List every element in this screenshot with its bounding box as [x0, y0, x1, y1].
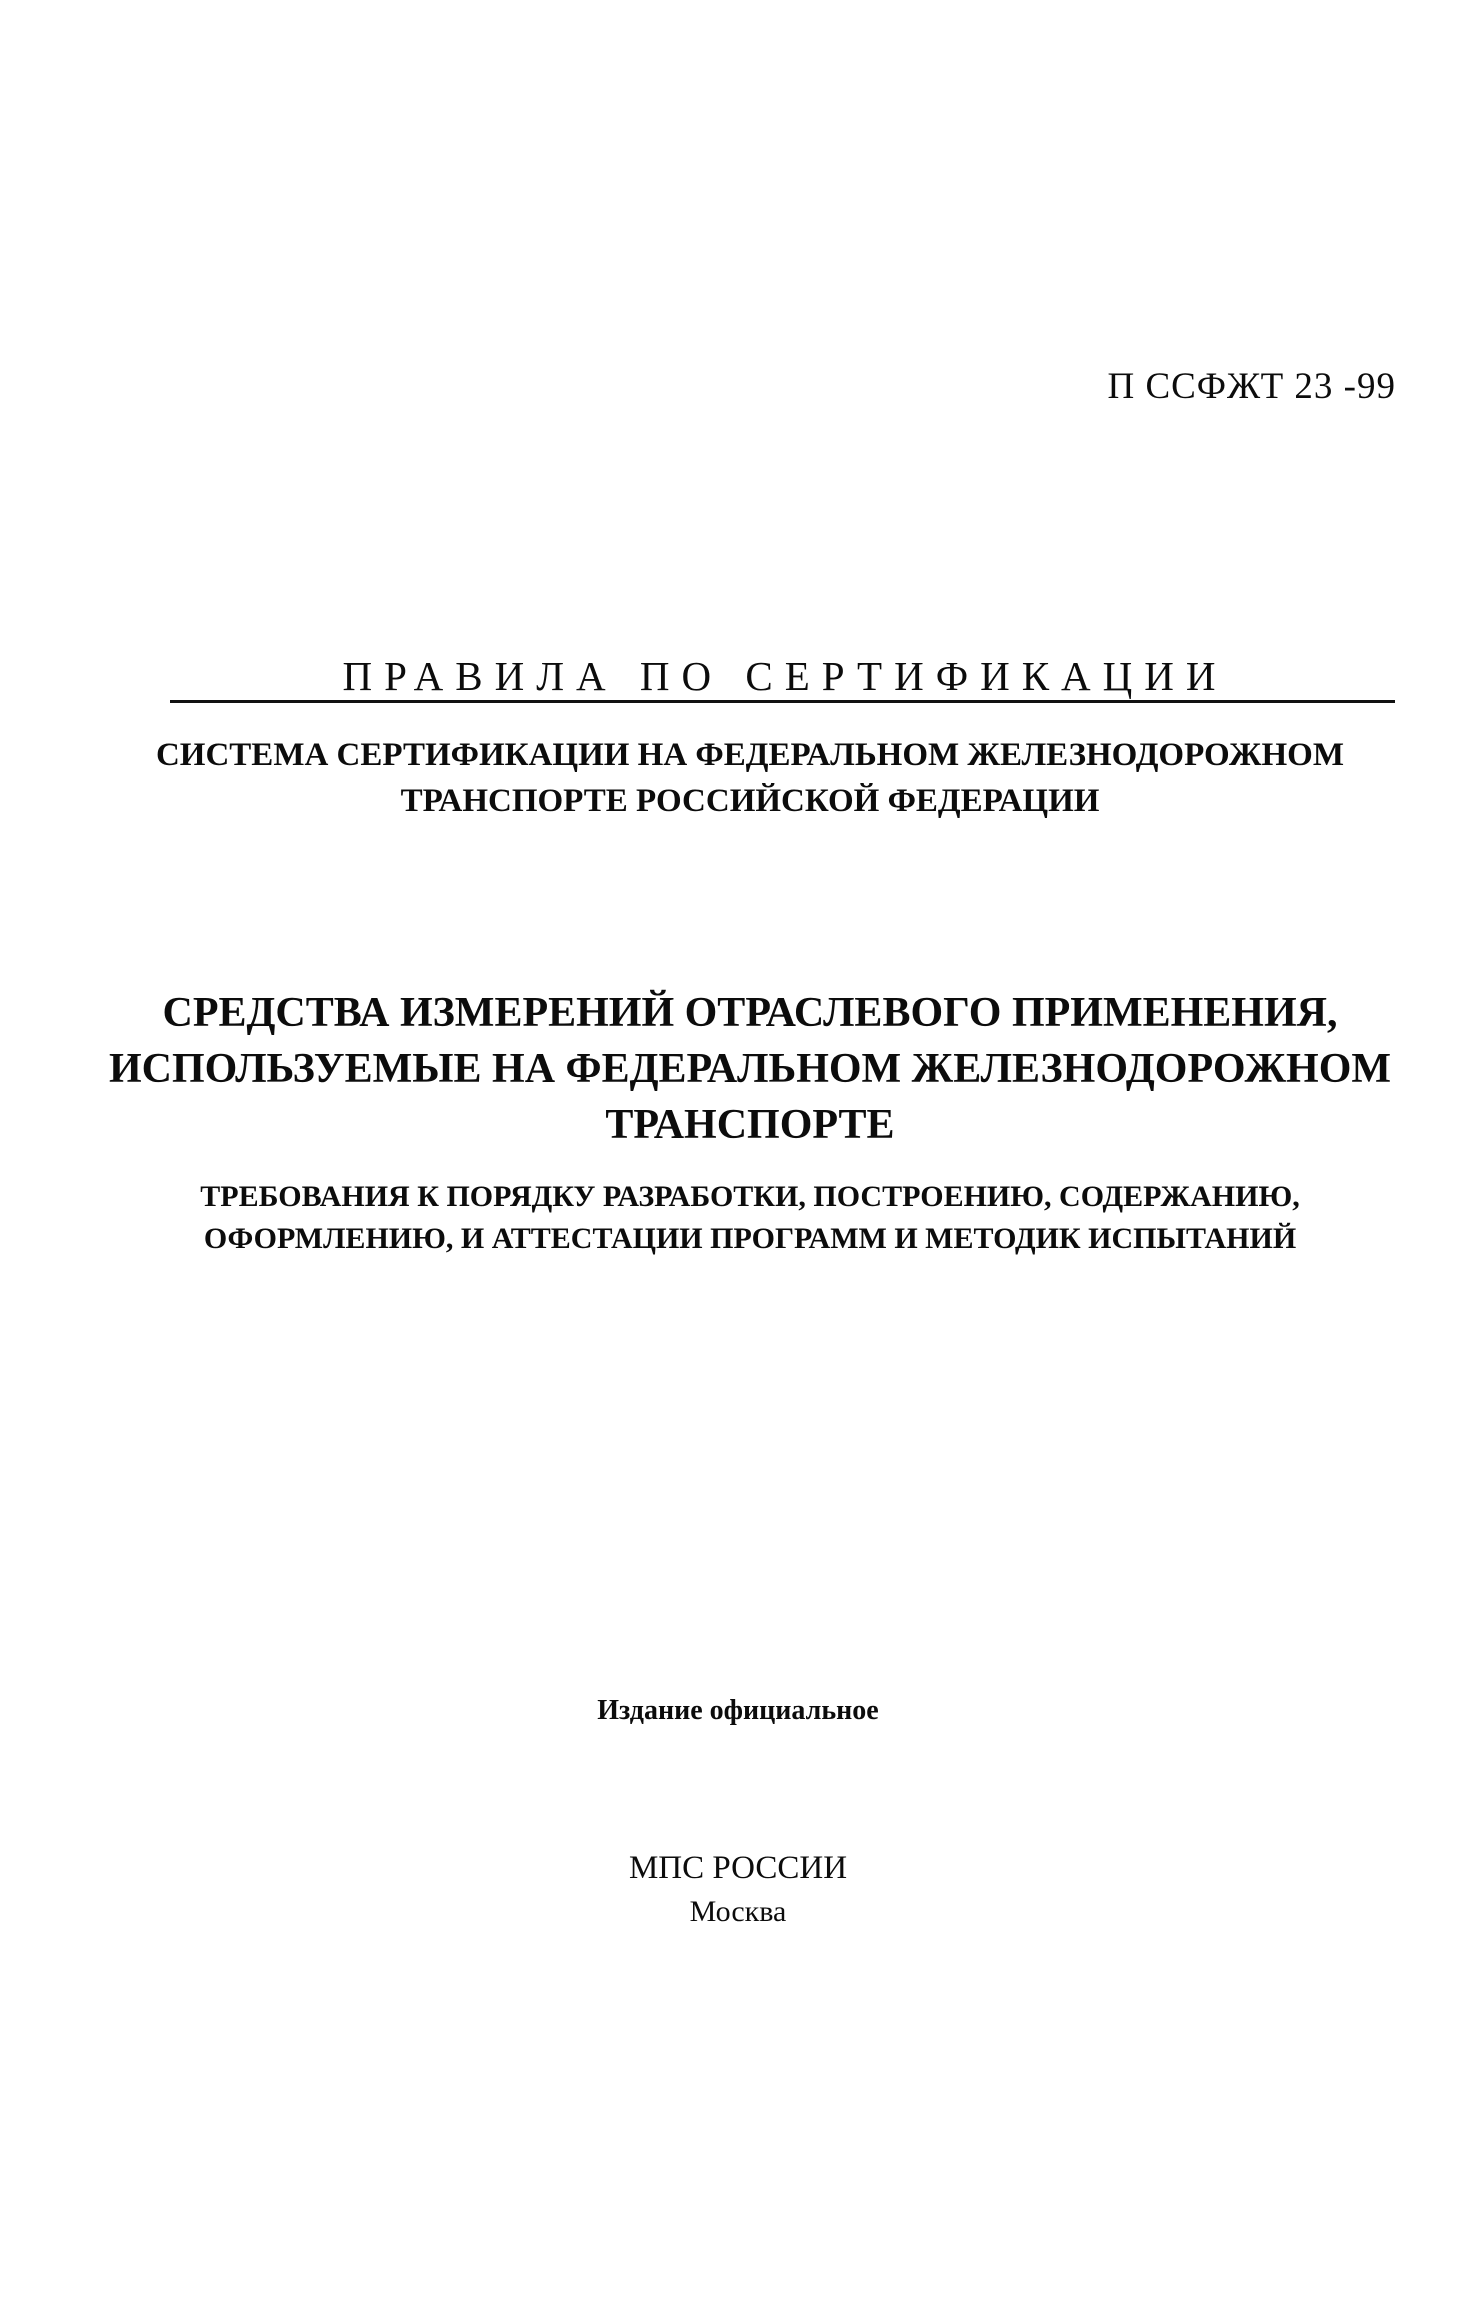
subtitle	[40, 1176, 1460, 1260]
heading-underline	[170, 700, 1395, 703]
main-title-line: ИСПОЛЬЗУЕМЫЕ НА ФЕДЕРАЛЬНОМ ЖЕЛЕЗНОДОРОЖНОМ	[108, 1046, 1392, 1092]
edition-note: Издание официальное	[597, 1695, 879, 1726]
rules-heading: ПРАВИЛА ПО СЕРТИФИКАЦИИ	[342, 653, 1228, 699]
system-title-line: ТРАНСПОРТЕ РОССИЙСКОЙ ФЕДЕРАЦИИ	[400, 783, 1100, 819]
document-code: П ССФЖТ 23 -99	[1107, 366, 1396, 407]
subtitle-line: ОФОРМЛЕНИЮ, И АТТЕСТАЦИИ ПРОГРАММ И МЕТОДИК ИСПЫТАНИЙ	[203, 1222, 1297, 1255]
main-title-line: ТРАНСПОРТЕ	[605, 1102, 895, 1148]
main-title-line: СРЕДСТВА ИЗМЕРЕНИЙ ОТРАСЛЕВОГО ПРИМЕНЕНИЯ,	[162, 990, 1338, 1036]
system-title	[40, 732, 1460, 824]
publication-city: Москва	[689, 1895, 787, 1928]
publisher: МПС РОССИИ	[628, 1850, 848, 1886]
subtitle-line: ТРЕБОВАНИЯ К ПОРЯДКУ РАЗРАБОТКИ, ПОСТРОЕНИЮ, СОДЕРЖАНИЮ,	[200, 1180, 1300, 1213]
main-title	[40, 985, 1460, 1153]
system-title-line: СИСТЕМА СЕРТИФИКАЦИИ НА ФЕДЕРАЛЬНОМ ЖЕЛЕЗНОДОРОЖНОМ	[155, 737, 1345, 773]
